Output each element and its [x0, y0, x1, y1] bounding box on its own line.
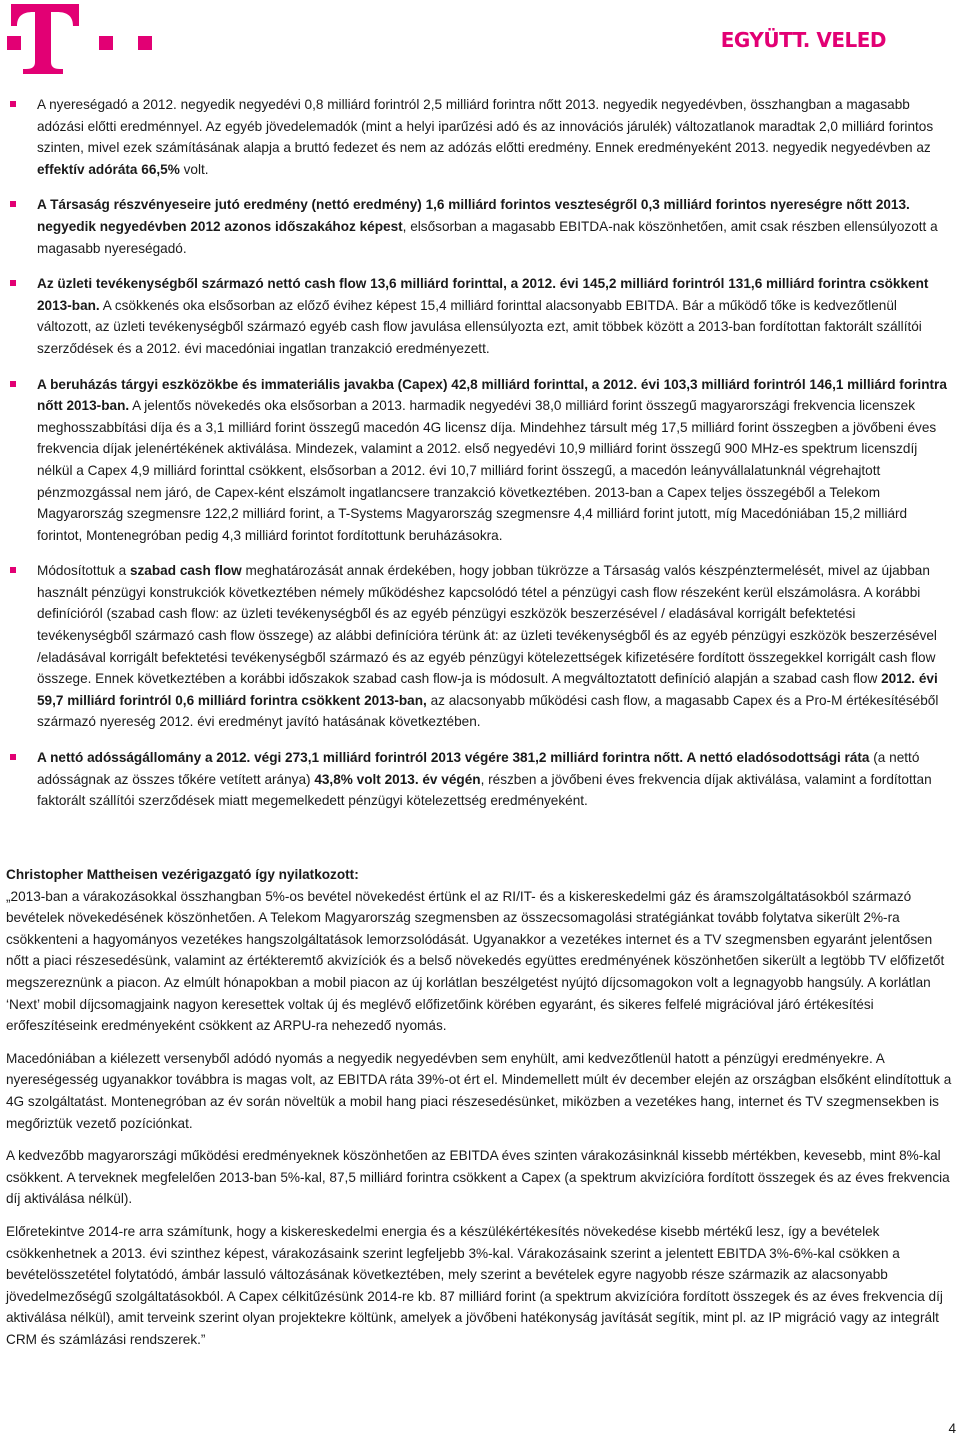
highlight-item [0, 747, 960, 812]
bullet-square-icon [10, 567, 16, 573]
bullet-square-icon [10, 201, 16, 207]
bold-run: szabad cash flow [129, 563, 242, 579]
text-run: volt. [179, 161, 209, 177]
highlights-list [0, 94, 960, 826]
text-run: Módosítottuk a [37, 563, 130, 579]
statement-paragraph-1: „2013-ban a várakozásokkal összhangban 5%-os bevétel növekedést értünk el az RI/IT- és a kiskereskedelmi gáz és áramszolgáltatásokból származó bevételek növekedésének köszönhetően. A Telekom Magyarország szegmensben az összecsomagolási stratégiánkat tovább folytatva sikerült 2%-ra csökkenteni a hagyományos vezetékes hangszolgáltatások lemorzsolódását. Ugyanakkor a vezetékes internet és a TV szegmensben egyaránt jelentősen nőtt a piaci részesedésünk, valamint az értékteremtő akvizíciók és a belső növekedés együttes eredményének köszönhetően sikerült a legtöbb TV előfizetőt megszereznünk a piacon. Az elmúlt hónapokban a mobil piacon az új korlátlan beszélgetést nyújtó díjcsomagokon volt a legnagyobb hangsúly. A korlátlan ‘Next’ mobil díjcsomagjaink nagyon keresettek voltak új és meglévő előfizetőink körében egyaránt, és sikeres felfelé migrációval járó értékesítési erőfeszítéseink eredményeként csökkent az ARPU-ra nehezedő nyomás. [6, 888, 945, 1034]
bold-run: A beruházás tárgyi eszközökbe és immateriális javakba (Capex) 42,8 milliárd forinttal, a 2012. évi 103,3 milliárd forintról 146,1 milliárd forintra nőtt 2013-ban. [37, 376, 947, 414]
text-run: (a nettó adósságnak az összes tőkére vetített aránya) [37, 750, 920, 787]
bullet-square-icon [10, 101, 16, 107]
bullet-square-icon [10, 381, 16, 387]
text-run: , részben a jövőbeni éves frekvencia díjak aktiválása, valamint a fordítottan faktorált szállítói szerződések miatt megemelkedett pénzügyi kötelezettség eredményeként. [37, 771, 932, 809]
text-run: A jelentős növekedés oka elsősorban a 2013. harmadik negyedévi 38,0 milliárd forint összegű magyarországi frekvencia licenszek meghosszabbítási díja és a 3,1 milliárd forint összegű macedón 4G licensz díja. Mindehhez társult még 17,5 milliárd forint összegben a jövőbeni éves frekvencia díjak jelenértékének aktiválása. Mindezek, valamint a 2012. első negyedévi 10,9 milliárd forint összegű 900 MHz-es spektrum licenszdíj nélkül a Capex 4,9 milliárd forinttal csökkent, elsősorban a 2012. évi 10,7 milliárd forint összegű, a macedón leányvállalatunknál végrehajtott pénzmozgással nem járó, de Capex-ként elszámolt ingatlancsere tranzakció következtében. 2013-ban a Capex teljes összegéből a Telekom Magyarország szegmensre 122,2 milliárd forint, a T-Systems Magyarország szegmensre 4,4 milliárd forint jutott, míg Macedóniában 15,2 milliárd forintot, Montenegróban pedig 4,3 milliárd forintot fordítottunk beruházásokra. [37, 398, 937, 543]
text-run: meghatározását annak érdekében, hogy jobban tükrözze a Társaság valós készpénztermelését, mivel az újabban használt pénzügyi konstrukciók következtében némely működéshez kapcsolódó tétel a pénzügyi cash flow részeként kerül elszámolásra. A korábbi definícióról (szabad cash flow: az üzleti tevékenységből és az egyéb pénzügyi eszközök beszerzésével / eladásával korrigált befektetési tevékenységből származó cash flow összege) az alábbi definícióra térünk át: az üzleti tevékenységből és az egyéb pénzügyi eszközök beszerzésével /eladásával korrigált befektetési tevékenységből származó és az egyéb pénzügyi kötelezettségek kifizetésére fordított összegekkel korrigált cash flow összege. Ennek következtében a korábbi időszakok szabad cash flow-ja is módosult. A megváltoztatott definíció alapján a szabad cash flow [37, 563, 937, 687]
highlight-item [0, 560, 960, 733]
text-run: A csökkenés oka elsősorban az előző évihez képest 15,4 milliárd forinttal alacsonyabb EBITDA. Bár a működő tőke is kedvezőtlenül változott, az üzleti tevékenységből származó egyéb cash flow javulása ellensúlyozta ezt, amit többek között a 2013-ban fordítottan faktorált szállítói szerződések és a 2012. évi macedóniai ingatlan tranzakció eredményezett. [37, 297, 922, 356]
statement-paragraph-3: A kedvezőbb magyarországi működési eredményeknek köszönhetően az EBITDA éves szinten várakozásinknál kissebb mértékben, kevesebb, mint 8%-kal csökkent. A terveknek megfelelően 2013-ban 5%-kal, 87,5 milliárd forintra csökkent a Capex (a spektrum akvizícióra fordított összegek és az éves frekvencia díj aktiválása nélkül). [6, 1148, 950, 1207]
bold-run: 43,8% volt 2013. év végén [314, 771, 481, 787]
bold-run: Az üzleti tevékenységből származó nettó cash flow 13,6 milliárd forinttal, a 2012. évi 145,2 milliárd forintról 131,6 milliárd forintra csökkent 2013-ban. [37, 276, 929, 313]
bold-run: 2012. évi 59,7 milliárd forintról 0,6 milliárd forintra csökkent 2013-ban, [37, 671, 938, 708]
highlight-item [0, 194, 960, 259]
brand-tagline: EGYÜTT. VELED [720, 28, 886, 52]
statement-heading: Christopher Mattheisen vezérigazgató így nyilatkozott: [6, 867, 359, 882]
highlight-item [0, 94, 960, 180]
page-number: 4 [948, 1421, 956, 1436]
text-run: az alacsonyabb működési cash flow, a magasabb Capex és a Pro-M értékesítéséből származó nyereség 2012. évi eredményt javító hatásának következtében. [37, 692, 939, 730]
bold-run: A Társaság részvényeseire jutó eredmény (nettó eredmény) 1,6 milliárd forintos veszteségről 0,3 milliárd forintos nyereségre nőtt 2013. negyedik negyedévben 2012 azonos időszakához képest [37, 197, 910, 234]
statement-paragraph-2: Macedóniában a kiélezett versenyből adódó nyomás a negyedik negyedévben sem enyhült, ami kedvezőtlenül hatott a pénzügyi eredményekre. A nyereségesség ugyanakkor továbbra is magas volt, az EBITDA ráta 39%-ot ért el. Mindemellett múlt év december elején az országban elsőként elindítottuk a 4G szolgáltatást. Montenegróban az év során növeltük a mobil hang piaci részesedésünket, miközben a vezetékes hang, internet és TV szegmensekben is megőriztük vezető pozíciónkat. [6, 1050, 952, 1131]
text-run: , elsősorban a magasabb EBITDA-nak köszönhetően, amit csak részben ellensúlyozott a magasabb nyereségadó. [37, 218, 938, 256]
highlight-item [0, 273, 960, 359]
bold-run: A nettó adósságállomány a 2012. végi 273,1 milliárd forintról 2013 végére 381,2 milliárd forintra nőtt. A nettó eladósodottsági ráta [37, 750, 870, 766]
bullet-square-icon [10, 280, 16, 286]
bullet-square-icon [10, 754, 16, 760]
bold-run: effektív adóráta 66,5% [37, 161, 180, 177]
ceo-statement [6, 864, 956, 1361]
statement-paragraph-4: Előretekintve 2014-re arra számítunk, hogy a kiskereskedelmi energia és a készülékértékesítés növekedése kisebb mértékű lesz, így a bevételek csökkenhetnek a 2013. évi szinthez képest, várakozásaink szerint legfeljebb 3%-kal. Várakozásaink szerint a jelentett EBITDA 3%-6%-kal csökken a bevételösszetétel folytatódó, ámbár lassuló változásának következtében, mely szerint a bevételek egyre nagyobb része származik az alacsonyabb jövedelmezőségű szolgáltatásokból. A Capex célkitűzésünk 2014-re kb. 87 milliárd forint (a spektrum akvizícióra fordított összegek és az éves frekvencia díj aktiválása nélkül), amit terveink szerint olyan projektekre költünk, amelyek a jövőbeni hatékonyság javítását segítik, mint pl. az IP migráció vagy az integrált CRM és számlázási rendszerek.” [6, 1223, 943, 1347]
highlight-item [0, 374, 960, 547]
text-run: A nyereségadó a 2012. negyedik negyedévi 0,8 milliárd forintról 2,5 milliárd forintra nőtt 2013. negyedik negyedévben, összhangban a magasabb adózási előtti eredménnyel. Az egyéb jövedelemadók (mint a helyi iparűzési adó és az innovációs járulék) változatlanok maradtak 2,0 milliárd forintos szinten, mivel ezek számításának alapja a bruttó fedezet és nem az adózás előtti eredmény. Ennek eredményeként 2013. negyedik negyedévben az [37, 97, 934, 156]
telekom-logo [7, 4, 157, 74]
